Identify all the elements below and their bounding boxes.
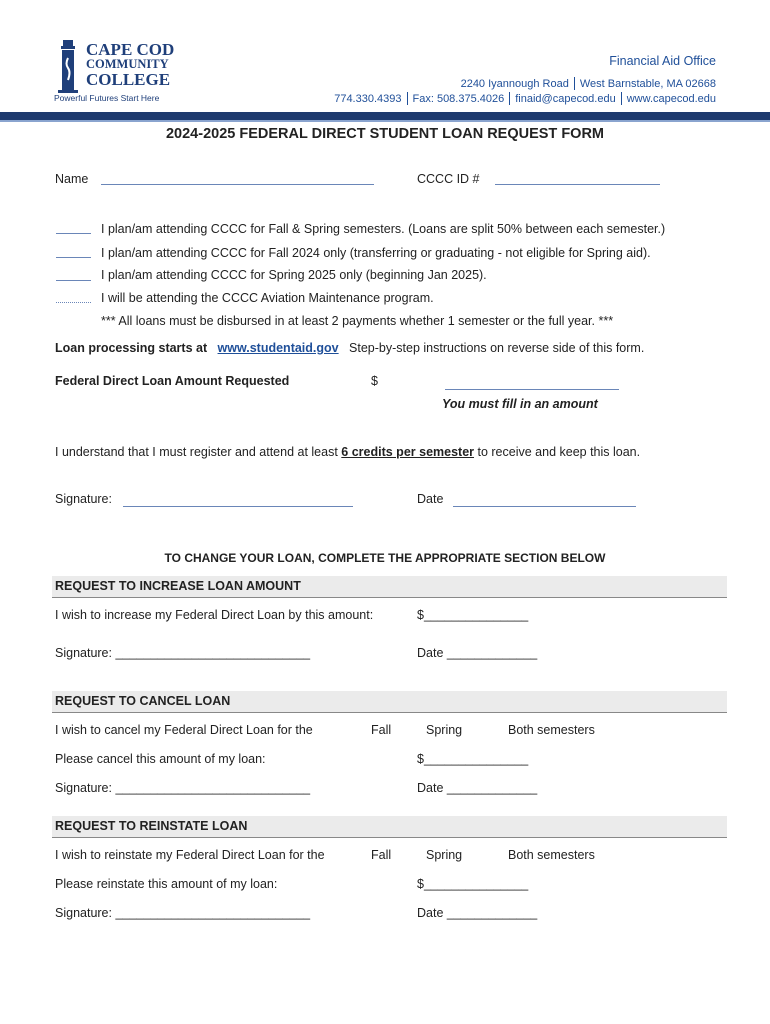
contact-line xyxy=(334,92,716,105)
office-name: Financial Aid Office xyxy=(609,54,716,68)
name-label: Name xyxy=(55,172,89,186)
option-spring-only-label: I plan/am attending CCCC for Spring 2025 only (beginning Jan 2025). xyxy=(101,268,487,282)
cancel-amount-field[interactable]: $_______________ xyxy=(417,752,529,766)
logo-line1: CAPE COD xyxy=(86,40,175,59)
studentaid-link[interactable]: www.studentaid.gov xyxy=(217,341,339,355)
cccc-id-field[interactable] xyxy=(495,184,660,185)
credits-suffix: to receive and keep this loan. xyxy=(477,445,641,459)
logo-tagline: Powerful Futures Start Here xyxy=(54,93,160,103)
date-field[interactable] xyxy=(453,506,636,507)
option-spring-only-checkbox[interactable] xyxy=(56,280,91,281)
processing-prefix: Loan processing starts at xyxy=(55,341,208,355)
cancel-date-field[interactable]: Date _____________ xyxy=(417,781,538,795)
signature-label: Signature: xyxy=(55,492,112,506)
option-aviation-label: I will be attending the CCCC Aviation Maintenance program. xyxy=(101,291,434,305)
address-line xyxy=(461,77,716,90)
reinstate-line: I wish to reinstate my Federal Direct Loan for the xyxy=(55,848,325,862)
disbursement-note: *** All loans must be disbursed in at least 2 payments whether 1 semester or the full year. *** xyxy=(101,314,614,328)
reinstate-spring-option[interactable]: Spring xyxy=(426,848,463,862)
reinstate-title: REQUEST TO REINSTATE LOAN xyxy=(55,819,248,833)
phone-number: 774.330.4393 xyxy=(334,93,402,105)
cancel-both-option[interactable]: Both semesters xyxy=(508,723,595,737)
option-fall-only-checkbox[interactable] xyxy=(56,257,91,258)
increase-section-header xyxy=(52,576,727,598)
credits-requirement: 6 credits per semester xyxy=(341,445,475,459)
header-band xyxy=(0,112,770,120)
cancel-fall-option[interactable]: Fall xyxy=(371,723,392,737)
cancel-line: I wish to cancel my Federal Direct Loan for the xyxy=(55,723,313,737)
header-band-accent xyxy=(0,120,770,122)
fax-number: Fax: 508.375.4026 xyxy=(412,93,505,105)
increase-date-field[interactable]: Date _____________ xyxy=(417,646,538,660)
change-heading: TO CHANGE YOUR LOAN, COMPLETE THE APPROPRIATE SECTION BELOW xyxy=(164,551,606,565)
option-fall-spring-checkbox[interactable] xyxy=(56,233,91,234)
cccc-id-label: CCCC ID # xyxy=(417,172,480,186)
logo-line3: COLLEGE xyxy=(86,70,171,89)
cancel-spring-option[interactable]: Spring xyxy=(426,723,463,737)
reinstate-amount-field[interactable]: $_______________ xyxy=(417,877,529,891)
amount-note: You must fill in an amount xyxy=(442,397,598,411)
college-logo xyxy=(54,38,179,106)
signature-field[interactable] xyxy=(123,506,353,507)
credits-statement xyxy=(55,445,640,459)
cancel-signature-field[interactable]: Signature: ____________________________ xyxy=(55,781,311,795)
cancel-title: REQUEST TO CANCEL LOAN xyxy=(55,694,231,708)
increase-title: REQUEST TO INCREASE LOAN AMOUNT xyxy=(55,579,301,593)
reinstate-both-option[interactable]: Both semesters xyxy=(508,848,595,862)
processing-line xyxy=(55,341,644,355)
option-aviation-checkbox[interactable] xyxy=(56,302,91,303)
email-address: finaid@capecod.edu xyxy=(515,93,616,105)
street-address: 2240 Iyannough Road xyxy=(460,78,569,90)
amount-label: Federal Direct Loan Amount Requested xyxy=(55,374,290,388)
reinstate-signature-field[interactable]: Signature: ____________________________ xyxy=(55,906,311,920)
lighthouse-icon xyxy=(54,38,82,94)
name-field[interactable] xyxy=(101,184,374,185)
credits-prefix: I understand that I must register and attend at least xyxy=(55,445,338,459)
increase-signature-field[interactable]: Signature: ____________________________ xyxy=(55,646,311,660)
city-address: West Barnstable, MA 02668 xyxy=(579,78,716,90)
form-title: 2024-2025 FEDERAL DIRECT STUDENT LOAN REQUEST FORM xyxy=(165,126,605,142)
logo-line2: COMMUNITY xyxy=(86,57,169,71)
reinstate-date-field[interactable]: Date _____________ xyxy=(417,906,538,920)
processing-suffix: Step-by-step instructions on reverse side of this form. xyxy=(349,341,645,355)
reinstate-section-header xyxy=(52,816,727,838)
cancel-section-header xyxy=(52,691,727,713)
amount-dollar-sign: $ xyxy=(371,374,378,388)
option-fall-spring-label: I plan/am attending CCCC for Fall & Spring semesters. (Loans are split 50% between each semester.) xyxy=(101,222,666,236)
date-label: Date xyxy=(417,492,444,506)
website: www.capecod.edu xyxy=(626,93,716,105)
increase-line: I wish to increase my Federal Direct Loan by this amount: xyxy=(55,608,374,622)
loan-amount-field[interactable] xyxy=(445,389,619,390)
cancel-amount-line: Please cancel this amount of my loan: xyxy=(55,752,266,766)
increase-amount-field[interactable]: $_______________ xyxy=(417,608,529,622)
option-fall-only-label: I plan/am attending CCCC for Fall 2024 only (transferring or graduating - not eligible for Spring aid). xyxy=(101,246,651,260)
reinstate-amount-line: Please reinstate this amount of my loan: xyxy=(55,877,278,891)
reinstate-fall-option[interactable]: Fall xyxy=(371,848,392,862)
